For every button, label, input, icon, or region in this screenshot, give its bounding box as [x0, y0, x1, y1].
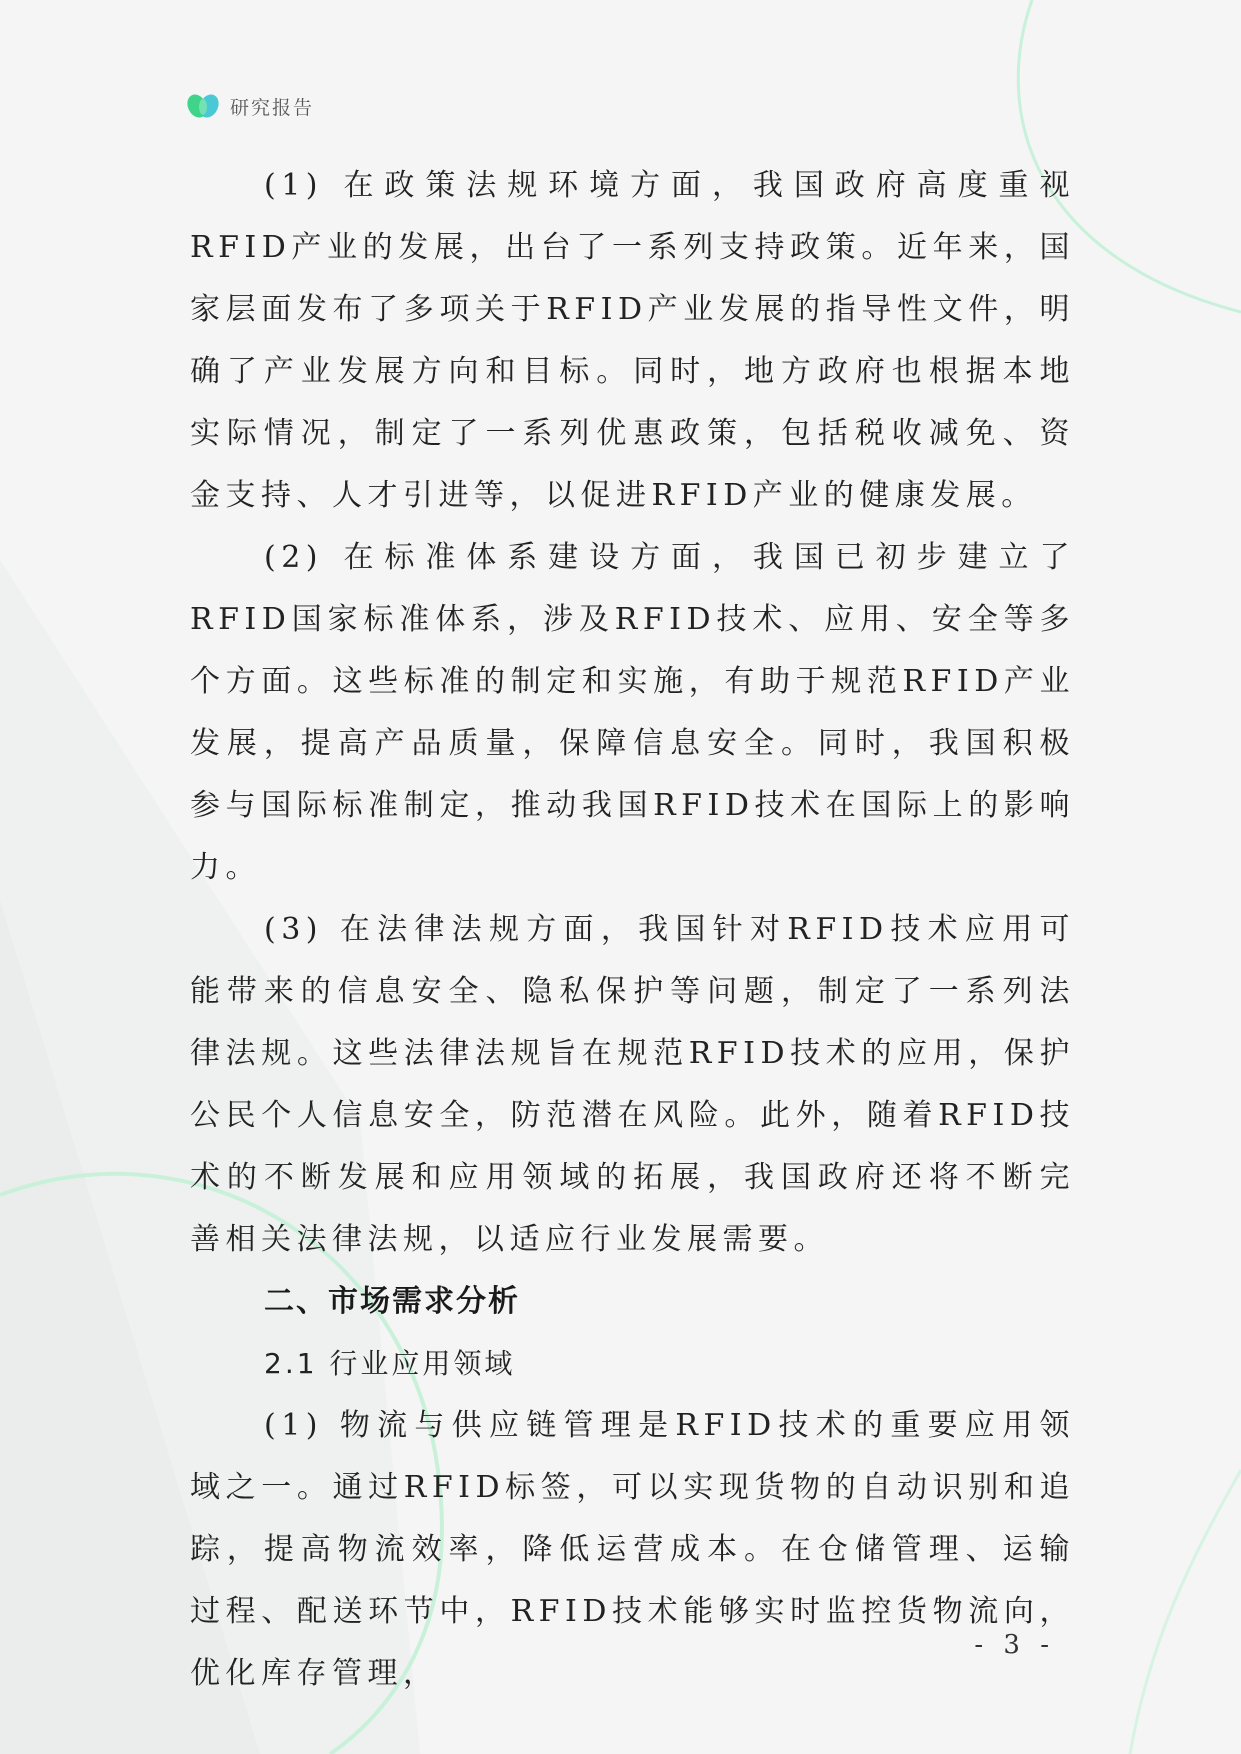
document-body: [190, 155, 1075, 1705]
report-header: [186, 88, 314, 124]
header-title: 研究报告: [230, 96, 315, 119]
paragraph-standards-system: (2) 在标准体系建设方面，我国已初步建立了RFID国家标准体系，涉及RFID技术、应用、安全等多个方面。这些标准的制定和实施，有助于规范RFID产业发展，提高产品质量，保障信息安全。同时，我国积极参与国际标准制定，推动我国RFID技术在国际上的影响力。: [190, 540, 1075, 885]
paragraph-logistics: (1) 物流与供应链管理是RFID技术的重要应用领域之一。通过RFID标签，可以实现货物的自动识别和追踪，提高物流效率，降低运营成本。在仓储管理、运输过程、配送环节中，RFID技术能够实时监控货物流向，优化库存管理，: [190, 1408, 1075, 1691]
section-heading: 二、市场需求分析: [264, 1284, 520, 1319]
brand-logo-icon: [186, 90, 222, 122]
paragraph-policy-environment: (1) 在政策法规环境方面，我国政府高度重视RFID产业的发展，出台了一系列支持政策。近年来，国家层面发布了多项关于RFID产业发展的指导性文件，明确了产业发展方向和目标。同时，地方政府也根据本地实际情况，制定了一系列优惠政策，包括税收减免、资金支持、人才引进等，以促进RFID产业的健康发展。: [190, 168, 1075, 513]
paragraph-laws-regulations: (3) 在法律法规方面，我国针对RFID技术应用可能带来的信息安全、隐私保护等问题，制定了一系列法律法规。这些法律法规旨在规范RFID技术的应用，保护公民个人信息安全，防范潜在风险。此外，随着RFID技术的不断发展和应用领域的拓展，我国政府还将不断完善相关法律法规，以适应行业发展需要。: [190, 912, 1075, 1257]
subsection-heading: 2.1 行业应用领域: [264, 1347, 516, 1380]
page-number: - 3 -: [974, 1630, 1055, 1660]
